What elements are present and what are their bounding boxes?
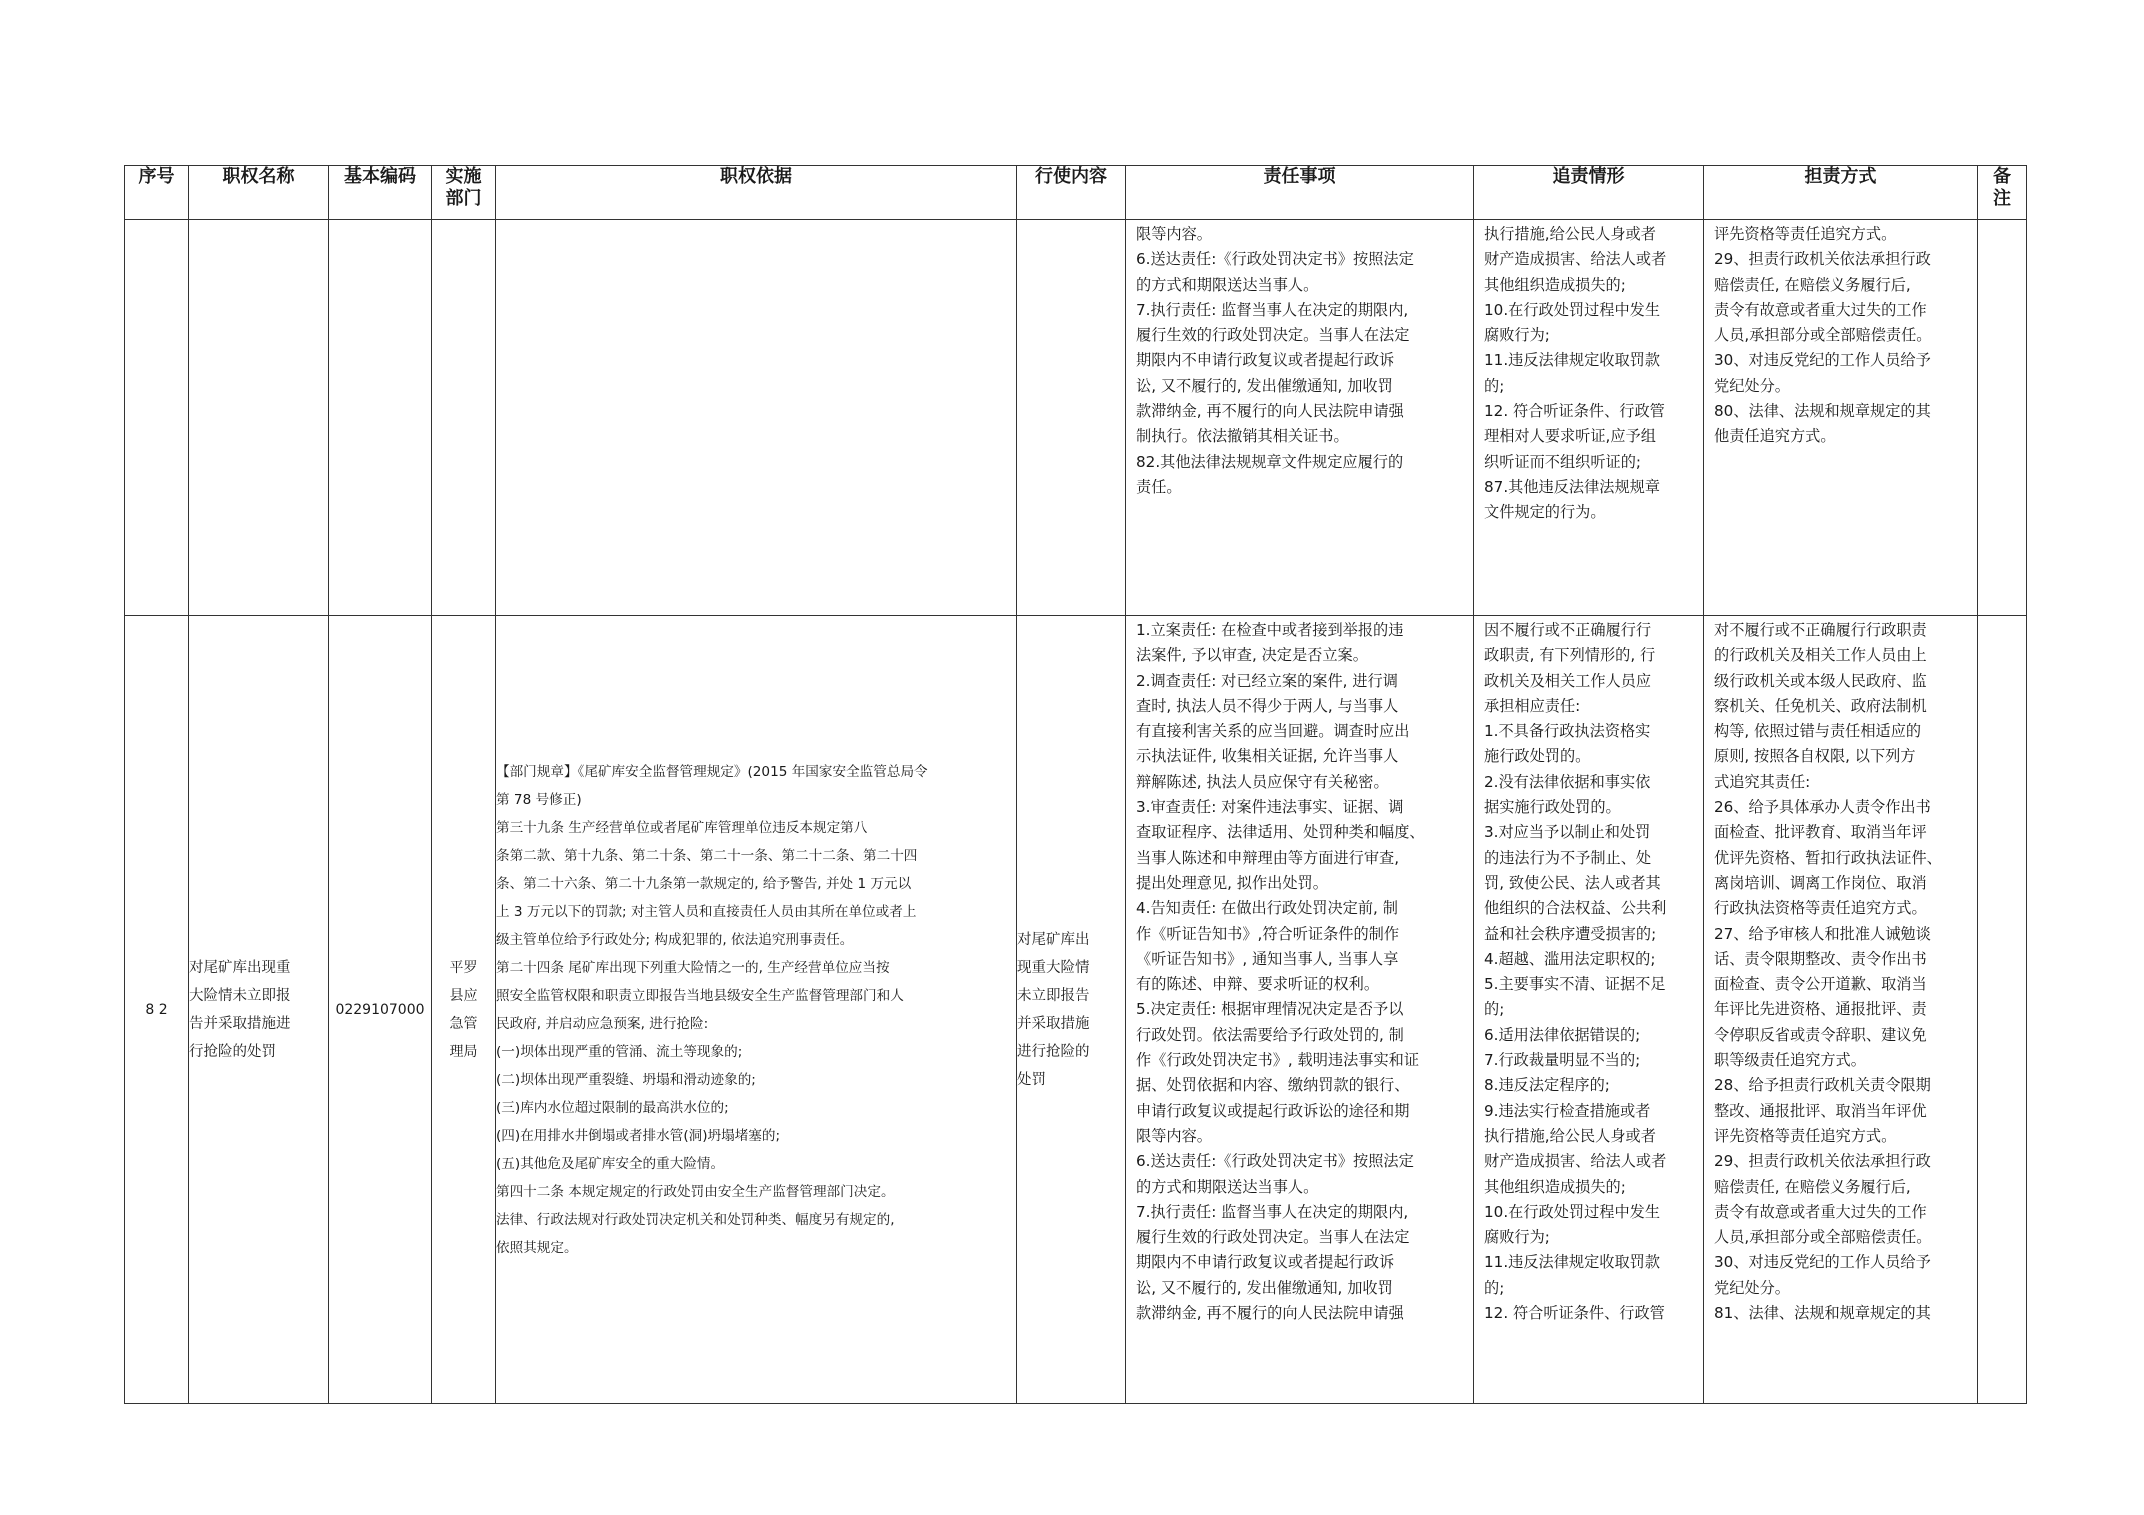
cell-dept <box>432 616 496 1404</box>
text-line: 87.其他违反法律法规规章 <box>1484 477 1661 496</box>
text-line: 条、第二十六条、第二十九条第一款规定的, 给予警告, 并处 1 万元以 <box>496 875 912 892</box>
text-line: 4.超越、滥用法定职权的; <box>1484 949 1656 968</box>
text-line: 上 3 万元以下的罚款; 对主管人员和直接责任人员由其所在单位或者上 <box>496 903 917 920</box>
cell-duty <box>1126 220 1474 616</box>
cell-seq <box>125 220 189 616</box>
text-line: 理局 <box>449 1043 478 1060</box>
cell-name <box>189 616 329 1404</box>
text-line: 依照其规定。 <box>496 1239 578 1256</box>
text-line: 查时, 执法人员不得少于两人, 与当事人 <box>1136 696 1399 715</box>
cell-basis <box>496 220 1017 616</box>
text-line: 面检查、批评教育、取消当年评 <box>1714 823 1927 842</box>
text-line: 条第二款、第十九条、第二十条、第二十一条、第二十二条、第二十四 <box>496 847 918 864</box>
text-line: 评先资格等责任追究方式。 <box>1714 225 1897 243</box>
text-line: 急管 <box>449 1015 478 1032</box>
text-line: 责令有故意或者重大过失的工作 <box>1714 300 1927 319</box>
text-line: (五)其他危及尾矿库安全的重大险情。 <box>496 1155 725 1172</box>
text-line: 【部门规章】《尾矿库安全监督管理规定》(2015 年国家安全监管总局令 <box>496 763 928 780</box>
text-line: 财产造成损害、给法人或者 <box>1484 1152 1667 1171</box>
text-line: 理相对人要求听证,应予组 <box>1484 427 1656 446</box>
text-line: 1.不具备行政执法资格实 <box>1484 722 1651 741</box>
text-line: 的方式和期限送达当事人。 <box>1136 1177 1319 1196</box>
text-line: 执行措施,给公民人身或者 <box>1484 225 1656 243</box>
powers-table <box>124 165 2027 1404</box>
text-line: 第四十二条 本规定规定的行政处罚由安全生产监督管理部门决定。 <box>496 1183 895 1200</box>
text-line: (一)坝体出现严重的管涌、流土等现象的; <box>496 1043 743 1060</box>
header-seq: 序号 <box>125 166 189 220</box>
text-line: 第 78 号修正) <box>496 791 582 808</box>
text-line: 法案件, 予以审查, 决定是否立案。 <box>1136 646 1368 665</box>
text-line: 7.行政裁量明显不当的; <box>1484 1051 1641 1070</box>
header-dept: 实施 部门 <box>432 166 496 220</box>
cell-dept <box>432 220 496 616</box>
text-line: 整改、通报批评、取消当年评优 <box>1714 1101 1927 1120</box>
text-line: 查取证程序、法律适用、处罚种类和幅度、 <box>1136 823 1425 842</box>
text-line: 的方式和期限送达当事人。 <box>1136 275 1319 294</box>
text-line: 作《行政处罚决定书》, 载明违法事实和证 <box>1136 1051 1420 1070</box>
text-line: 其他组织造成损失的; <box>1484 1177 1626 1196</box>
text-line: 益和社会秩序遭受损害的; <box>1484 924 1657 943</box>
header-duty: 责任事项 <box>1126 166 1474 220</box>
text-line: 告并采取措施进 <box>189 1015 291 1032</box>
text-line: 年评比先进资格、通报批评、责 <box>1714 1000 1927 1019</box>
text-line: 其他组织造成损失的; <box>1484 275 1626 294</box>
text-line: 9.违法实行检查措施或者 <box>1484 1101 1651 1120</box>
text-line: 职等级责任追究方式。 <box>1714 1051 1866 1070</box>
text-line: 限等内容。 <box>1136 1126 1212 1145</box>
text-line: 察机关、任免机关、政府法制机 <box>1714 696 1927 715</box>
text-line: 文件规定的行为。 <box>1484 503 1606 522</box>
text-line: 构等, 依照过错与责任相适应的 <box>1714 722 1922 741</box>
text-line: 优评先资格、暂扣行政执法证件、 <box>1714 848 1942 867</box>
text-line: 6.适用法律依据错误的; <box>1484 1025 1641 1044</box>
text-line: 讼, 又不履行的, 发出催缴通知, 加收罚 <box>1136 1278 1393 1297</box>
text-line: 评先资格等责任追究方式。 <box>1714 1126 1897 1145</box>
text-line: 责任。 <box>1136 477 1182 496</box>
text-line: 式追究其责任: <box>1714 772 1811 791</box>
text-line: 因不履行或不正确履行行 <box>1484 621 1652 639</box>
text-line: 承担相应责任: <box>1484 696 1581 715</box>
cell-remark <box>1978 616 2027 1404</box>
text-line: 当事人陈述和申辩理由等方面进行审查, <box>1136 848 1400 867</box>
header-remark: 备 注 <box>1978 166 2027 220</box>
text-line: 行抢险的处罚 <box>189 1043 276 1060</box>
text-line: 30、对违反党纪的工作人员给予 <box>1714 351 1931 370</box>
text-line: 行政处罚。依法需要给予行政处罚的, 制 <box>1136 1025 1404 1044</box>
text-line: 现重大险情 <box>1017 959 1090 976</box>
cell-name <box>189 220 329 616</box>
text-line: 级行政机关或本级人民政府、监 <box>1714 671 1927 690</box>
text-line: 政职责, 有下列情形的, 行 <box>1484 646 1656 665</box>
text-line: 82.其他法律法规规章文件规定应履行的 <box>1136 452 1404 471</box>
table-row <box>125 616 2027 1404</box>
cell-remark <box>1978 220 2027 616</box>
header-liability: 担责方式 <box>1704 166 1978 220</box>
text-line: 对不履行或不正确履行行政职责 <box>1714 621 1927 639</box>
text-line: 12. 符合听证条件、行政管 <box>1484 402 1665 421</box>
cell-code: 0229107000 <box>329 616 432 1404</box>
text-line: 第三十九条 生产经营单位或者尾矿库管理单位违反本规定第八 <box>496 819 868 836</box>
text-line: 的违法行为不予制止、处 <box>1484 848 1652 867</box>
text-line: 申请行政复议或提起行政诉讼的途径和期 <box>1136 1101 1410 1120</box>
text-line: 作《听证告知书》,符合听证条件的制作 <box>1136 924 1400 943</box>
text-line: 面检查、责令公开道歉、取消当 <box>1714 975 1927 994</box>
header-accountability: 追责情形 <box>1474 166 1704 220</box>
text-line: (四)在用排水井倒塌或者排水管(洞)坍塌堵塞的; <box>496 1127 781 1144</box>
cell-basis <box>496 616 1017 1404</box>
text-line: 8.违反法定程序的; <box>1484 1076 1610 1095</box>
text-line: 7.执行责任: 监督当事人在决定的期限内, <box>1136 300 1409 319</box>
text-line: 令停职反省或责令辞职、建议免 <box>1714 1025 1927 1044</box>
text-line: (三)库内水位超过限制的最高洪水位的; <box>496 1099 729 1116</box>
text-line: 10.在行政处罚过程中发生 <box>1484 1202 1661 1221</box>
cell-accountability <box>1474 616 1704 1404</box>
text-line: 他责任追究方式。 <box>1714 427 1836 446</box>
text-line: 照安全监管权限和职责立即报告当地县级安全生产监督管理部门和人 <box>496 987 904 1004</box>
text-line: 责令有故意或者重大过失的工作 <box>1714 1202 1927 1221</box>
text-line: 县应 <box>449 987 478 1004</box>
text-line: 腐败行为; <box>1484 1228 1550 1247</box>
text-line: 4.告知责任: 在做出行政处罚决定前, 制 <box>1136 899 1398 918</box>
text-line: 的; <box>1484 1278 1505 1297</box>
text-line: 未立即报告 <box>1017 987 1090 1004</box>
text-line: 12. 符合听证条件、行政管 <box>1484 1304 1665 1323</box>
text-line: 讼, 又不履行的, 发出催缴通知, 加收罚 <box>1136 376 1393 395</box>
text-line: 1.立案责任: 在检查中或者接到举报的违 <box>1136 621 1404 639</box>
text-line: 话、责令限期整改、责令作出书 <box>1714 949 1927 968</box>
text-line: 限等内容。 <box>1136 225 1212 243</box>
text-line: 款滞纳金, 再不履行的向人民法院申请强 <box>1136 1304 1404 1323</box>
text-line: 2.没有法律依据和事实依 <box>1484 772 1651 791</box>
text-line: 2.调查责任: 对已经立案的案件, 进行调 <box>1136 671 1398 690</box>
text-line: 大险情未立即报 <box>189 987 291 1004</box>
text-line: 29、担责行政机关依法承担行政 <box>1714 250 1931 269</box>
text-line: 《听证告知书》, 通知当事人, 当事人享 <box>1136 949 1399 968</box>
text-line: 28、给予担责行政机关责令限期 <box>1714 1076 1931 1095</box>
header-code: 基本编码 <box>329 166 432 220</box>
text-line: 履行生效的行政处罚决定。当事人在法定 <box>1136 326 1410 345</box>
text-line: 有直接利害关系的应当回避。调查时应出 <box>1136 722 1410 741</box>
text-line: 期限内不申请行政复议或者提起行政诉 <box>1136 351 1395 370</box>
text-line: 织听证而不组织听证的; <box>1484 452 1641 471</box>
text-line: 平罗 <box>449 959 478 976</box>
text-line: 处罚 <box>1017 1071 1046 1088</box>
text-line: 款滞纳金, 再不履行的向人民法院申请强 <box>1136 402 1404 421</box>
text-line: 的; <box>1484 376 1505 395</box>
text-line: 执行措施,给公民人身或者 <box>1484 1126 1656 1145</box>
text-line: 法律、行政法规对行政处罚决定机关和处罚种类、幅度另有规定的, <box>496 1211 895 1228</box>
text-line: 并采取措施 <box>1017 1015 1090 1032</box>
text-line: 5.主要事实不清、证据不足 <box>1484 975 1666 994</box>
text-line: 履行生效的行政处罚决定。当事人在法定 <box>1136 1228 1410 1247</box>
text-line: 30、对违反党纪的工作人员给予 <box>1714 1253 1931 1272</box>
text-line: 6.送达责任:《行政处罚决定书》按照法定 <box>1136 1152 1414 1171</box>
text-line: 期限内不申请行政复议或者提起行政诉 <box>1136 1253 1395 1272</box>
text-line: 81、法律、法规和规章规定的其 <box>1714 1304 1931 1323</box>
text-line: 29、担责行政机关依法承担行政 <box>1714 1152 1931 1171</box>
text-line: 26、给予具体承办人责令作出书 <box>1714 798 1931 817</box>
text-line: 据、处罚依据和内容、缴纳罚款的银行、 <box>1136 1076 1410 1095</box>
text-line: 他组织的合法权益、公共利 <box>1484 899 1667 918</box>
cell-code <box>329 220 432 616</box>
text-line: 党纪处分。 <box>1714 376 1790 395</box>
text-line: 11.违反法律规定收取罚款 <box>1484 351 1661 370</box>
text-line: 10.在行政处罚过程中发生 <box>1484 300 1661 319</box>
header-row <box>125 166 2027 220</box>
text-line: 赔偿责任, 在赔偿义务履行后, <box>1714 1177 1911 1196</box>
cell-liability <box>1704 220 1978 616</box>
text-line: 3.对应当予以制止和处罚 <box>1484 823 1651 842</box>
cell-liability <box>1704 616 1978 1404</box>
header-name: 职权名称 <box>189 166 329 220</box>
text-line: 3.审查责任: 对案件违法事实、证据、调 <box>1136 798 1404 817</box>
text-line: (二)坝体出现严重裂缝、坍塌和滑动迹象的; <box>496 1071 756 1088</box>
text-line: 施行政处罚的。 <box>1484 747 1591 766</box>
text-line: 行政执法资格等责任追究方式。 <box>1714 899 1927 918</box>
cell-seq: 8 2 <box>125 616 189 1404</box>
text-line: 辩解陈述, 执法人员应保守有关秘密。 <box>1136 772 1389 791</box>
text-line: 级主管单位给予行政处分; 构成犯罪的, 依法追究刑事责任。 <box>496 931 854 948</box>
text-line: 财产造成损害、给法人或者 <box>1484 250 1667 269</box>
text-line: 5.决定责任: 根据审理情况决定是否予以 <box>1136 1000 1404 1019</box>
text-line: 第二十四条 尾矿库出现下列重大险情之一的, 生产经营单位应当按 <box>496 959 890 976</box>
header-basis: 职权依据 <box>496 166 1017 220</box>
text-line: 据实施行政处罚的。 <box>1484 798 1621 817</box>
text-line: 人员,承担部分或全部赔偿责任。 <box>1714 326 1932 345</box>
text-line: 政机关及相关工作人员应 <box>1484 671 1652 690</box>
table-row <box>125 220 2027 616</box>
text-line: 人员,承担部分或全部赔偿责任。 <box>1714 1228 1932 1247</box>
text-line: 原则, 按照各自权限, 以下列方 <box>1714 747 1916 766</box>
text-line: 的; <box>1484 1000 1505 1019</box>
cell-accountability <box>1474 220 1704 616</box>
text-line: 赔偿责任, 在赔偿义务履行后, <box>1714 275 1911 294</box>
text-line: 离岗培训、调离工作岗位、取消 <box>1714 873 1927 892</box>
text-line: 7.执行责任: 监督当事人在决定的期限内, <box>1136 1202 1409 1221</box>
text-line: 腐败行为; <box>1484 326 1550 345</box>
text-line: 制执行。依法撤销其相关证书。 <box>1136 427 1349 446</box>
text-line: 80、法律、法规和规章规定的其 <box>1714 402 1931 421</box>
text-line: 罚, 致使公民、法人或者其 <box>1484 873 1661 892</box>
text-line: 的行政机关及相关工作人员由上 <box>1714 646 1927 665</box>
cell-content <box>1017 616 1126 1404</box>
cell-content <box>1017 220 1126 616</box>
text-line: 有的陈述、申辩、要求听证的权利。 <box>1136 975 1379 994</box>
text-line: 对尾矿库出现重 <box>189 959 291 976</box>
header-content: 行使内容 <box>1017 166 1126 220</box>
text-line: 民政府, 并启动应急预案, 进行抢险: <box>496 1015 709 1032</box>
text-line: 6.送达责任:《行政处罚决定书》按照法定 <box>1136 250 1414 269</box>
text-line: 进行抢险的 <box>1017 1043 1090 1060</box>
text-line: 27、给予审核人和批准人诫勉谈 <box>1714 924 1931 943</box>
text-line: 党纪处分。 <box>1714 1278 1790 1297</box>
text-line: 对尾矿库出 <box>1017 931 1090 948</box>
cell-duty <box>1126 616 1474 1404</box>
text-line: 11.违反法律规定收取罚款 <box>1484 1253 1661 1272</box>
text-line: 提出处理意见, 拟作出处罚。 <box>1136 873 1328 892</box>
text-line: 示执法证件, 收集相关证据, 允许当事人 <box>1136 747 1399 766</box>
